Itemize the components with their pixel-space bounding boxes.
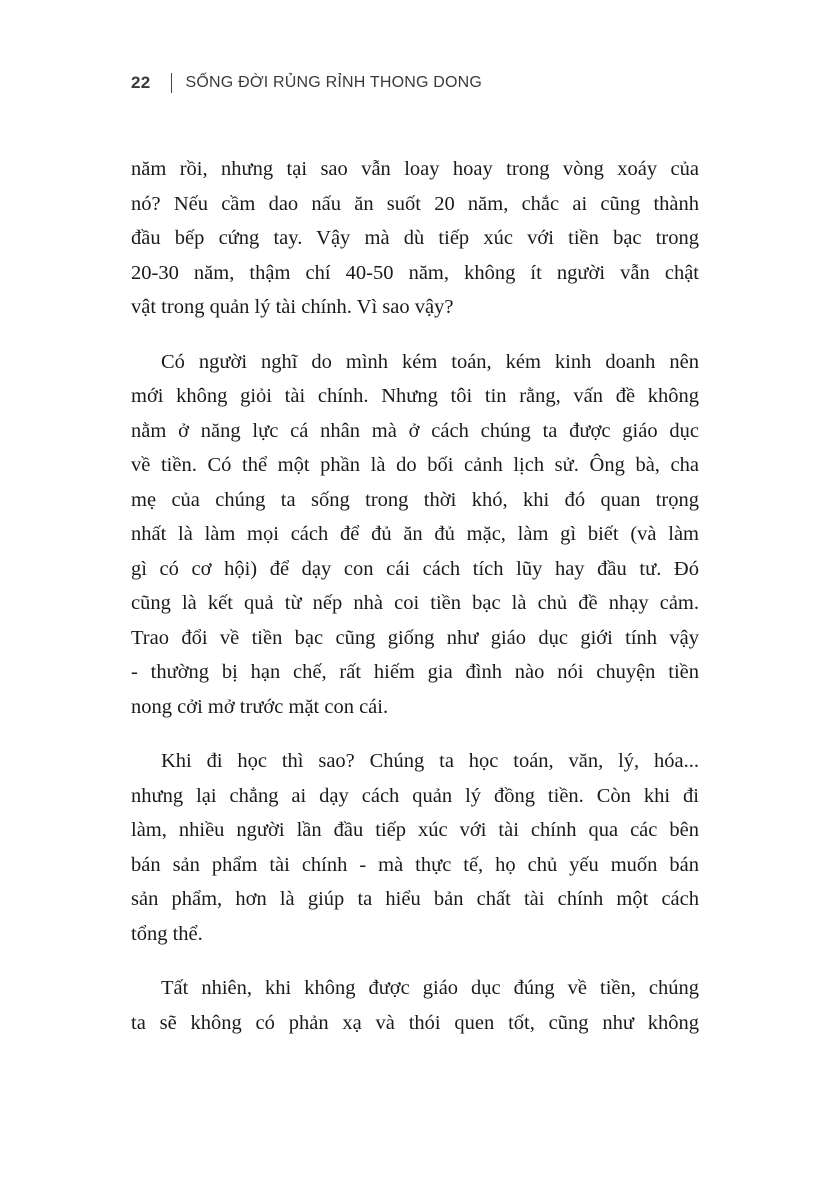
text-line: Trao đổi về tiền bạc cũng giống như giáo dục giới tính vậy <box>131 626 699 649</box>
text-line: tổng thể. <box>131 922 203 945</box>
text-line: Tất nhiên, khi không được giáo dục đúng về tiền, chúng <box>161 977 699 999</box>
text-line: cũng là kết quả từ nếp nhà coi tiền bạc là chủ đề nhạy cảm. <box>131 592 699 614</box>
paragraph <box>131 345 699 725</box>
text-line: năm rồi, nhưng tại sao vẫn loay hoay trong vòng xoáy của <box>131 158 699 180</box>
body-text <box>131 152 699 1060</box>
text-line: Có người nghĩ do mình kém toán, kém kinh doanh nên <box>161 350 699 373</box>
text-line: 20-30 năm, thậm chí 40-50 năm, không ít người vẫn chật <box>131 261 699 284</box>
text-line: sản phẩm, hơn là giúp ta hiểu bản chất tài chính một cách <box>131 888 699 910</box>
page-header <box>131 73 482 93</box>
text-line: mới không giỏi tài chính. Nhưng tôi tin rằng, vấn đề không <box>131 385 699 407</box>
header-divider <box>171 73 172 93</box>
text-line: nó? Nếu cầm dao nấu ăn suốt 20 năm, chắc ai cũng thành <box>131 192 699 215</box>
text-line: - thường bị hạn chế, rất hiếm gia đình nào nói chuyện tiền <box>131 661 699 683</box>
text-line: đầu bếp cứng tay. Vậy mà dù tiếp xúc với tiền bạc trong <box>131 227 699 249</box>
text-line: nhưng lại chẳng ai dạy cách quản lý đồng tiền. Còn khi đi <box>131 784 699 807</box>
text-line: nong cởi mở trước mặt con cái. <box>131 695 389 718</box>
page-number: 22 <box>131 73 151 92</box>
paragraph <box>131 152 699 325</box>
text-line: vật trong quản lý tài chính. Vì sao vậy? <box>131 296 454 318</box>
running-title: SỐNG ĐỜI RỦNG RỈNH THONG DONG <box>185 74 483 91</box>
text-line: nhất là làm mọi cách để đủ ăn đủ mặc, làm gì biết (và làm <box>131 523 699 545</box>
text-line: nằm ở năng lực cá nhân mà ở cách chúng ta được giáo dục <box>131 419 699 442</box>
text-line: gì có cơ hội) để dạy con cái cách tích lũy hay đầu tư. Đó <box>131 557 699 580</box>
text-line: về tiền. Có thể một phần là do bối cảnh lịch sử. Ông bà, cha <box>131 454 699 476</box>
text-line: ta sẽ không có phản xạ và thói quen tốt, cũng như không <box>131 1011 699 1034</box>
paragraph <box>131 971 699 1040</box>
text-line: Khi đi học thì sao? Chúng ta học toán, văn, lý, hóa... <box>161 750 699 772</box>
paragraph <box>131 744 699 951</box>
text-line: mẹ của chúng ta sống trong thời khó, khi đó quan trọng <box>131 488 699 511</box>
text-line: làm, nhiều người lần đầu tiếp xúc với tài chính qua các bên <box>131 819 699 841</box>
text-line: bán sản phẩm tài chính - mà thực tế, họ chủ yếu muốn bán <box>131 853 699 876</box>
